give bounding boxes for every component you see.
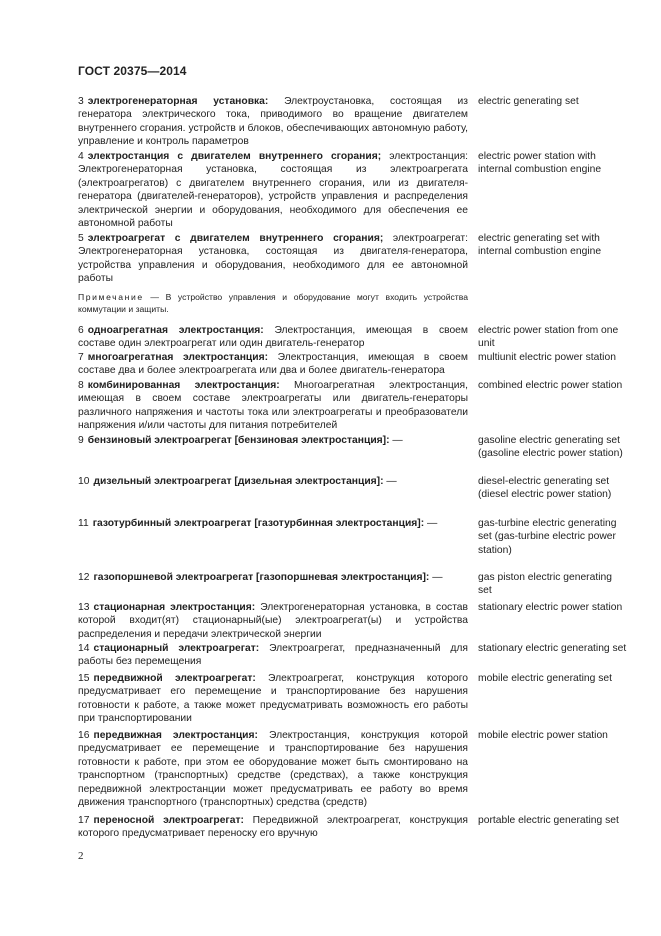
- term-number: 10: [78, 476, 90, 487]
- term-english: diesel-electric generating set (diesel electric power station): [478, 476, 612, 501]
- term-number: 16: [78, 730, 90, 741]
- term-text: Электростанция, конструкция которой предусматривает ее перемещение и транспортирование без нарушения готовности к работе, при этом ее оборудование может быть смонтировано на транспортном (транспортных) средстве (средствах), а также конструкция передвижной электростанции может предусматривать ее работу во время движения транспортного (транспортных) средства (средств): [78, 730, 468, 809]
- term-text: —: [389, 435, 403, 446]
- term-number: 15: [78, 673, 90, 684]
- term-name: электрогенераторная установка:: [87, 96, 269, 107]
- term-number: 8: [78, 380, 84, 391]
- term-text: Электростанция, имеющая в своем составе два и более электроагрегата или два и более двигатель-генератора: [78, 352, 468, 377]
- term-english: mobile electric power station: [478, 730, 608, 741]
- term-english: electric power station from one unit: [478, 325, 619, 350]
- term-name: передвижной электроагрегат:: [93, 673, 256, 684]
- term-definition: [78, 434, 468, 447]
- term-number: 12: [78, 572, 90, 583]
- term-name: переносной электроагрегат:: [93, 815, 244, 826]
- term-name: стационарный электроагрегат:: [93, 643, 260, 654]
- term-text: Многоагрегатная электростанция, имеющая в своем составе электроагрегаты или двигатель-генераторы различного напряжения и частоты тока или электроагрегаты и преобразователи напряжения и/или частоты для питания потребителей: [78, 380, 468, 432]
- term-text: —: [429, 572, 443, 583]
- term-name: газопоршневой электроагрегат [газопоршневая электростанция]:: [93, 572, 430, 583]
- term-text: —: [383, 476, 397, 487]
- term-definition: [78, 642, 468, 669]
- term-name: стационарная электростанция:: [93, 602, 256, 613]
- term-text: Электростанция, имеющая в своем составе один электроагрегат или один двигатель-генератор: [78, 325, 468, 350]
- term-text: электроагрегат: Электрогенераторная установка, состоящая из двигателя-генератора, устройства управления и оборудования, необходимого для ее автономной работы: [78, 233, 468, 285]
- term-number: 9: [78, 435, 84, 446]
- term-english: electric power station with internal combustion engine: [478, 151, 602, 176]
- term-english: electric generating set with internal combustion engine: [478, 233, 602, 258]
- term-english: gasoline electric generating set (gasoline electric power station): [478, 435, 623, 460]
- term-definition: [78, 95, 468, 149]
- term-english: combined electric power station: [478, 380, 623, 391]
- term-text: Электроагрегат, конструкция которого предусматривает его перемещение и транспортирование без нарушения готовности к работе, а также может предусматривать возможность его работы при транспортировании: [78, 673, 468, 725]
- term-english: gas piston electric generating set: [478, 572, 612, 597]
- term-number: 4: [78, 151, 84, 162]
- term-number: 11: [78, 518, 89, 529]
- term-definition: [78, 814, 468, 841]
- term-number: 6: [78, 325, 84, 336]
- term-name: передвижная электростанция:: [93, 730, 258, 741]
- term-text: Передвижной электроагрегат, конструкция которого предусматривает переноску его вручную: [78, 815, 469, 840]
- term-english: portable electric generating set: [478, 815, 619, 826]
- page-number: 2: [78, 850, 84, 862]
- term-number: 17: [78, 815, 90, 826]
- term-definition: [78, 672, 468, 726]
- term-definition: [78, 571, 468, 584]
- term-text: —: [424, 518, 438, 529]
- term-definition: [78, 324, 468, 351]
- term-text: Электроагрегат, предназначенный для работы без перемещения: [78, 643, 468, 668]
- term-definition: [78, 379, 468, 433]
- term-number: 14: [78, 643, 90, 654]
- term-name: многоагрегатная электростанция:: [87, 352, 269, 363]
- term-name: электростанция с двигателем внутреннего сгорания;: [87, 151, 382, 162]
- term-number: 13: [78, 602, 90, 613]
- term-definition: [78, 729, 468, 809]
- term-english: stationary electric power station: [478, 602, 623, 613]
- note-label: Примечание: [78, 292, 144, 302]
- term-number: 3: [78, 96, 84, 107]
- term-name: комбинированная электростанция:: [87, 380, 280, 391]
- term-definition: [78, 150, 468, 230]
- term-name: одноагрегатная электростанция:: [87, 325, 264, 336]
- term-definition: [78, 351, 468, 378]
- term-text: Электрогенераторная установка, в состав которой входит(ят) стационарный(ые) электроагрегат(ы) и устройства распределения и передачи электрической энергии: [78, 602, 468, 640]
- term-english: multiunit electric power station: [478, 352, 616, 363]
- term-name: электроагрегат с двигателем внутреннего сгорания;: [87, 233, 384, 244]
- term-name: газотурбинный электроагрегат [газотурбинная электростанция]:: [92, 518, 425, 529]
- term-text: Электроустановка, состоящая из генератора электрического тока, приводимого во вращение двигателем внутреннего сгорания. устройств и блоков, обеспечивающих автономную работу, управление и контроль параметров: [78, 96, 468, 148]
- term-number: 5: [78, 233, 84, 244]
- term-name: дизельный электроагрегат [дизельная электростанция]:: [93, 476, 384, 487]
- term-english: electric generating set: [478, 96, 579, 107]
- term-definition: [78, 517, 468, 530]
- note: [78, 292, 468, 315]
- document-header: ГОСТ 20375—2014: [78, 64, 187, 78]
- term-english: stationary electric generating set: [478, 643, 627, 654]
- term-text: электростанция: Электрогенераторная установка, состоящая из электроагрегата (электроагрегатов) с двигателем внутреннего сгорания, или из двигателя-генератора (двигателей-генераторов), устройств управления и распределения электрической энергии и оборудования, необходимого для обеспечения ее автономной работы: [78, 151, 469, 230]
- term-number: 7: [78, 352, 84, 363]
- term-definition: [78, 232, 468, 286]
- term-definition: [78, 601, 468, 641]
- term-name: бензиновый электроагрегат [бензиновая электростанция]:: [87, 435, 390, 446]
- term-english: gas-turbine electric generating set (gas-turbine electric power station): [478, 518, 617, 556]
- term-english: mobile electric generating set: [478, 673, 612, 684]
- note-text: — В устройство управления и оборудование могут входить устройства коммутации и защиты.: [78, 292, 468, 314]
- term-definition: [78, 475, 468, 488]
